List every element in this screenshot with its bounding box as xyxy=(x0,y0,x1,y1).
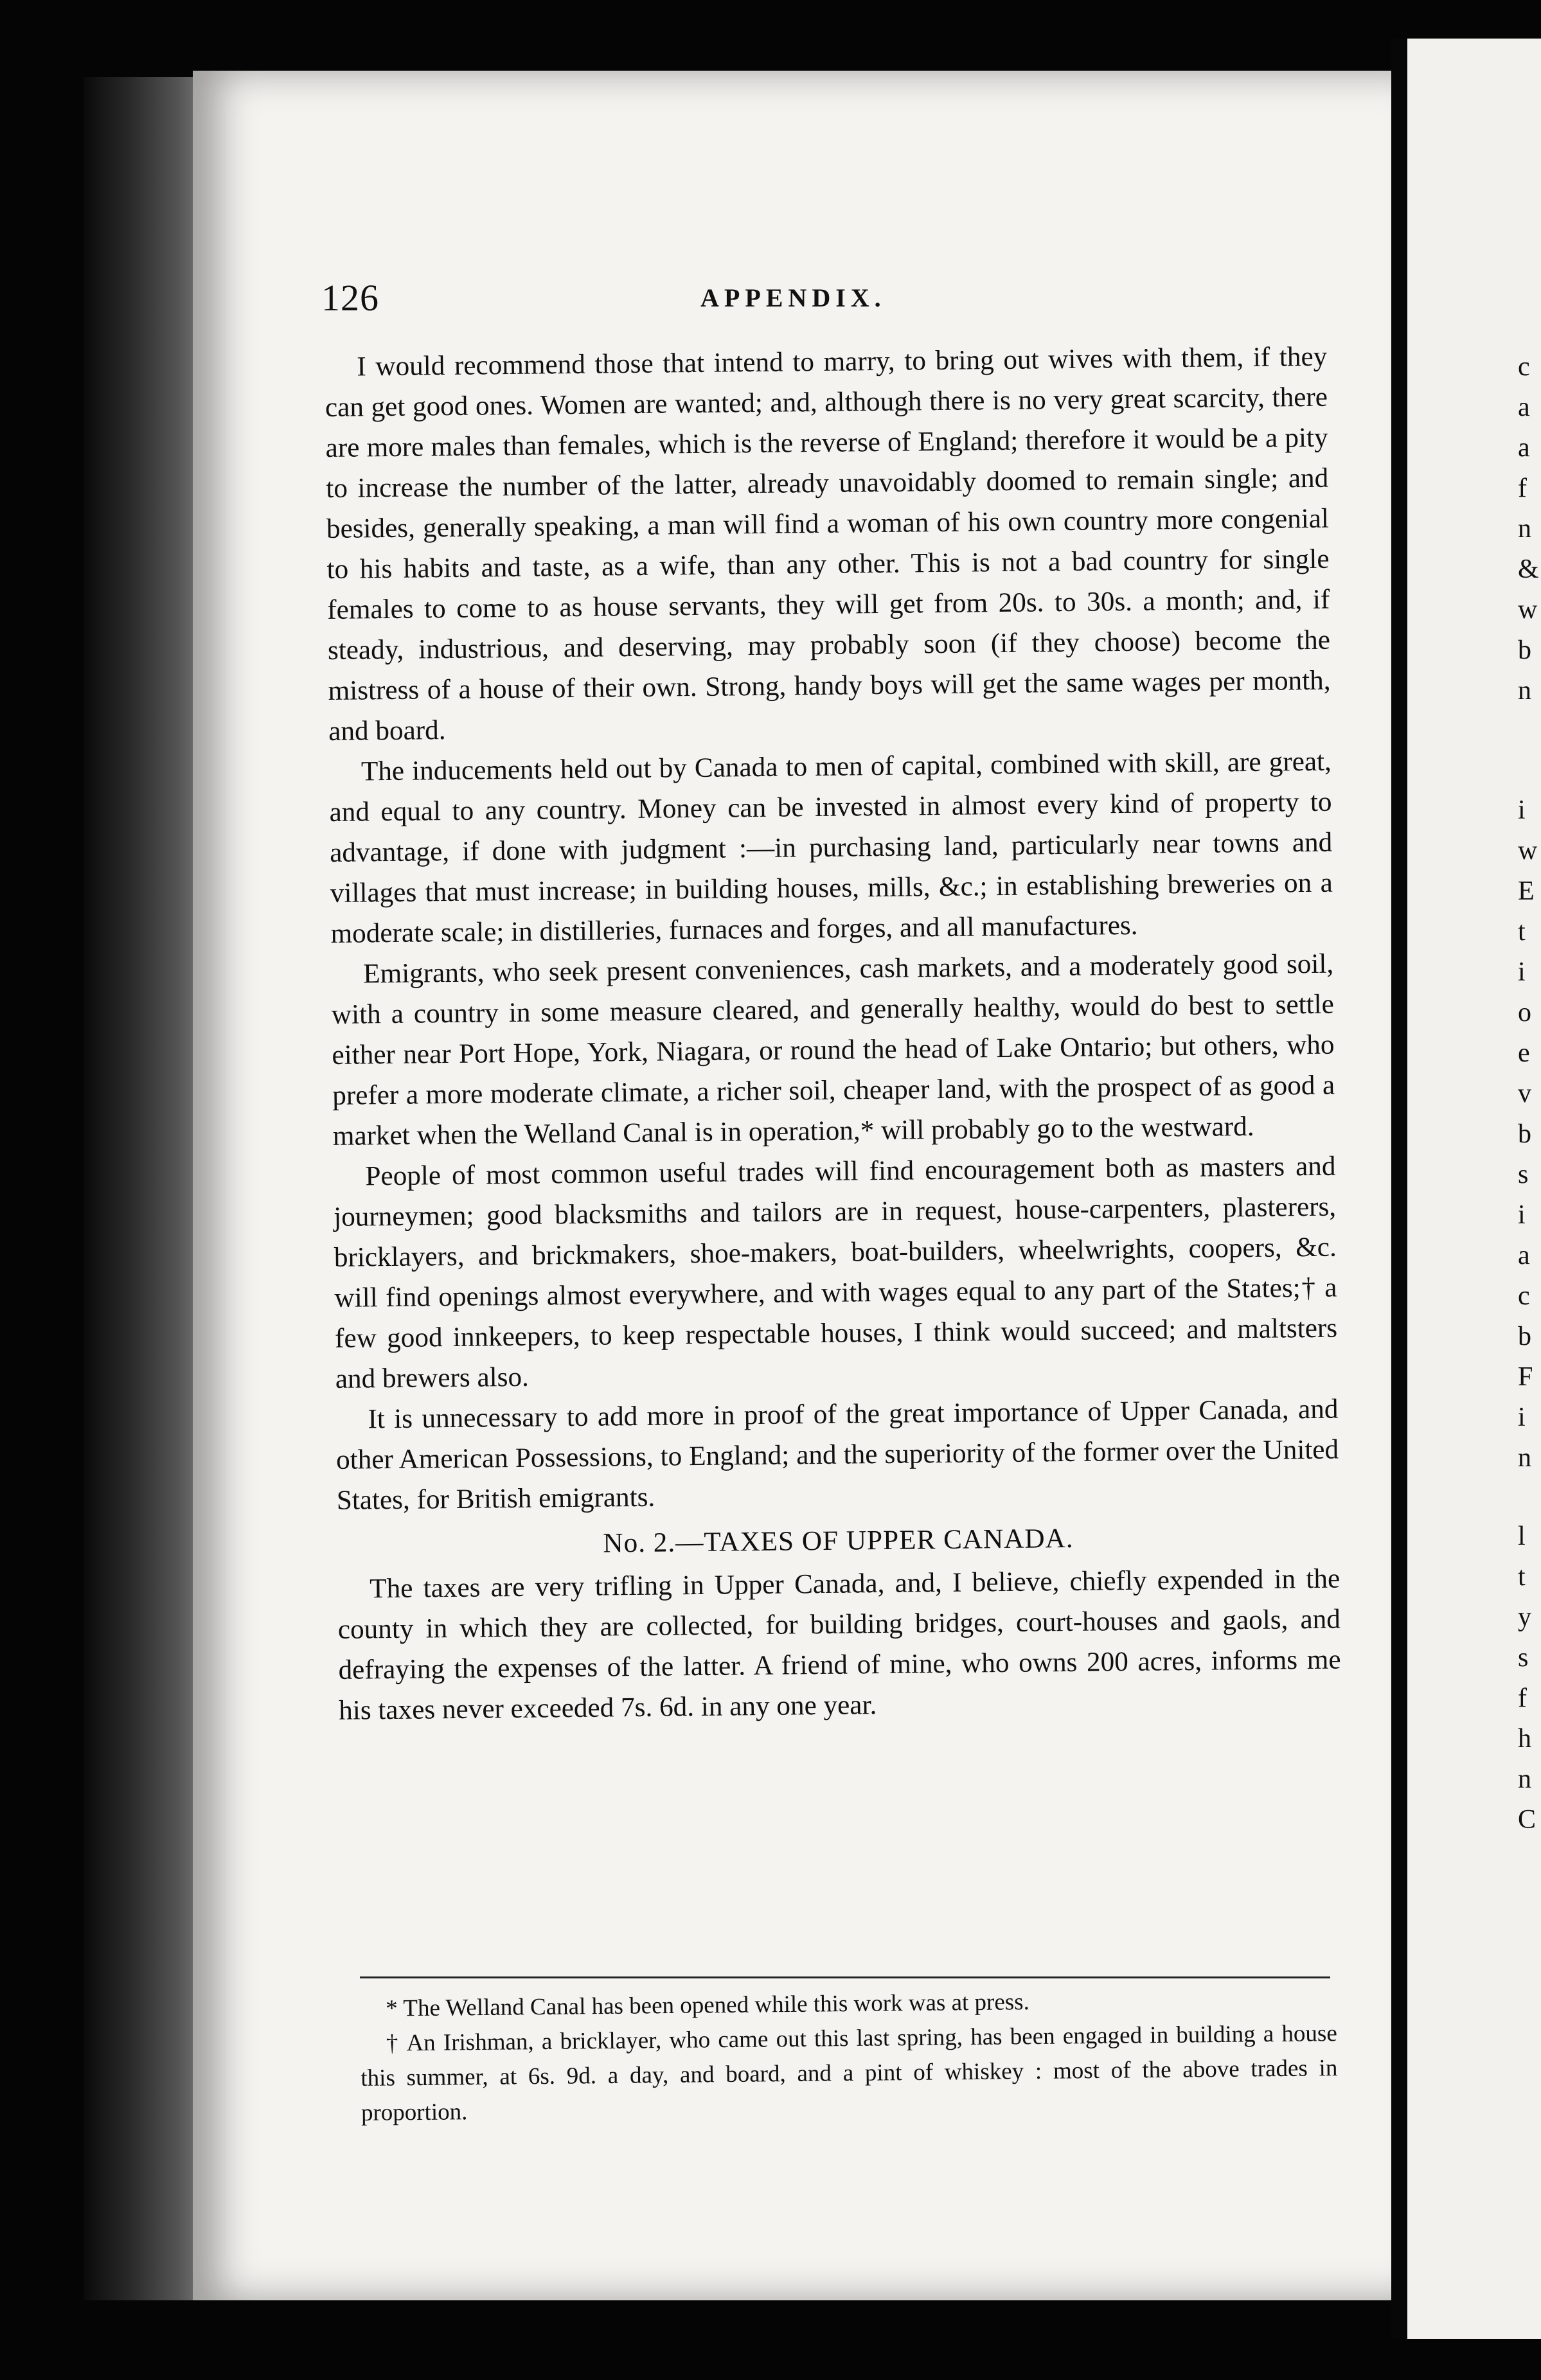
facing-page-line: a xyxy=(1518,393,1530,422)
facing-page-line: v xyxy=(1518,1079,1531,1108)
page-header xyxy=(321,270,1330,321)
facing-page-line: s xyxy=(1518,1160,1529,1189)
facing-page-line: l xyxy=(1518,1522,1526,1551)
facing-page-line: n xyxy=(1518,1443,1531,1473)
paragraph: Emigrants, who seek present conveniences, cash markets, and a moderately good soil, with a country in some measure cleared, and generally healthy, would do best to settle either near Port Hope, York, Niagara, or round the head of Lake Ontario; but others, who prefer a more moderate climate, a richer soil, cheaper land, with the prospect of as good a market when the Welland Canal is in operation,* will probably go to the westward. xyxy=(331,948,1335,1151)
facing-page-line: & xyxy=(1518,555,1539,584)
facing-page-line: h xyxy=(1518,1724,1531,1754)
section-heading: No. 2.—TAXES OF UPPER CANADA. xyxy=(603,1523,1074,1559)
paragraph: People of most common useful trades will find encouragement both as masters and journeymen; good blacksmiths and tailors are in request, house-carpenters, plasterers, bricklayers, and brickmakers, shoe-makers, boat-builders, wheelwrights, coopers, &c. will find openings almost everywhere, and with wages equal to any part of the States;† a few good innkeepers, to keep respectable houses, I think would succeed; and maltsters and brewers also. xyxy=(333,1151,1338,1394)
facing-page-line: w xyxy=(1518,595,1538,625)
facing-page-line: i xyxy=(1518,795,1526,825)
facing-page-line: i xyxy=(1518,1403,1526,1432)
footnote-rule xyxy=(360,1976,1330,1978)
facing-page-line: b xyxy=(1518,1322,1531,1351)
footnote: * The Welland Canal has been opened while this work was at press. xyxy=(386,1989,1030,2022)
facing-page-text-block xyxy=(1518,347,1541,711)
facing-page-line: b xyxy=(1518,635,1531,665)
page-body xyxy=(325,337,1341,1731)
footnote: † An Irishman, a bricklayer, who came out this last spring, has been engaged in building a house this summer, at 6s. 9d. a day, and board, and a pint of whiskey : most of the above trades in proportion. xyxy=(361,2020,1338,2126)
facing-page-text-block xyxy=(1518,790,1541,1479)
paragraph: The taxes are very trifling in Upper Canada, and, I believe, chiefly expended in the county in which they are collected, for building bridges, court-houses and gaols, and defraying the expenses of the latter. A friend of mine, who owns 200 acres, informs me his taxes never exceeded 7s. 6d. in any one year. xyxy=(337,1563,1341,1726)
facing-page-line: n xyxy=(1518,514,1531,544)
facing-page-line: E xyxy=(1518,876,1535,906)
facing-page-line: e xyxy=(1518,1038,1530,1068)
page-gutter xyxy=(1391,39,1409,2339)
facing-page-line: f xyxy=(1518,1683,1527,1713)
facing-page-line: t xyxy=(1518,1562,1526,1592)
facing-page-line: c xyxy=(1518,352,1530,382)
paragraph: It is unnecessary to add more in proof of the great importance of Upper Canada, and other American Possessions, to England; and the superiority of the former over the United States, for British emigrants. xyxy=(335,1394,1339,1516)
facing-page-line: s xyxy=(1518,1643,1529,1673)
facing-page-line: C xyxy=(1518,1805,1537,1834)
facing-page-line: f xyxy=(1518,474,1527,503)
facing-page-line: i xyxy=(1518,1200,1526,1230)
facing-page-line: F xyxy=(1518,1362,1533,1392)
facing-page-line: n xyxy=(1518,1764,1531,1794)
facing-page-line: n xyxy=(1518,676,1531,706)
paragraph: The inducements held out by Canada to men of capital, combined with skill, are great, and equal to any country. Money can be invested in almost every kind of property to advantage, if done with judgment :—in purchasing land, particularly near towns and villages that must increase; in building houses, mills, &c.; in establishing breweries on a moderate scale; in distilleries, furnaces and forges, and all manufactures. xyxy=(329,746,1333,949)
facing-page-line: a xyxy=(1518,433,1530,463)
facing-page-line: i xyxy=(1518,957,1526,987)
footnotes xyxy=(360,1982,1338,2131)
facing-page-line: t xyxy=(1518,917,1526,946)
paragraph: I would recommend those that intend to marry, to bring out wives with them, if they can get good ones. Women are wanted; and, although there is no very great scarcity, there are more males than females, which is the reverse of England; therefore it would be a pity to increase the number of the latter, already unavoidably doomed to remain single; and besides, generally speaking, a man will find a woman of his own country more congenial to his habits and taste, as a wife, than any other. This is not a bad country for single females to come to as house servants, they will get from 20s. to 30s. a month; and, if steady, industrious, and deserving, may probably soon (if they choose) become the mistress of a house of their own. Strong, handy boys will get the same wages per month, and board. xyxy=(325,341,1331,747)
facing-page-line: y xyxy=(1518,1603,1531,1632)
facing-page-line: w xyxy=(1518,836,1538,866)
facing-page-text-block xyxy=(1518,1516,1541,1840)
facing-page-line: o xyxy=(1518,998,1531,1027)
facing-page-line: c xyxy=(1518,1281,1530,1311)
facing-page-line: b xyxy=(1518,1119,1531,1149)
facing-page-line: a xyxy=(1518,1241,1530,1270)
running-head: APPENDIX. xyxy=(700,283,886,312)
page-number: 126 xyxy=(321,277,379,319)
